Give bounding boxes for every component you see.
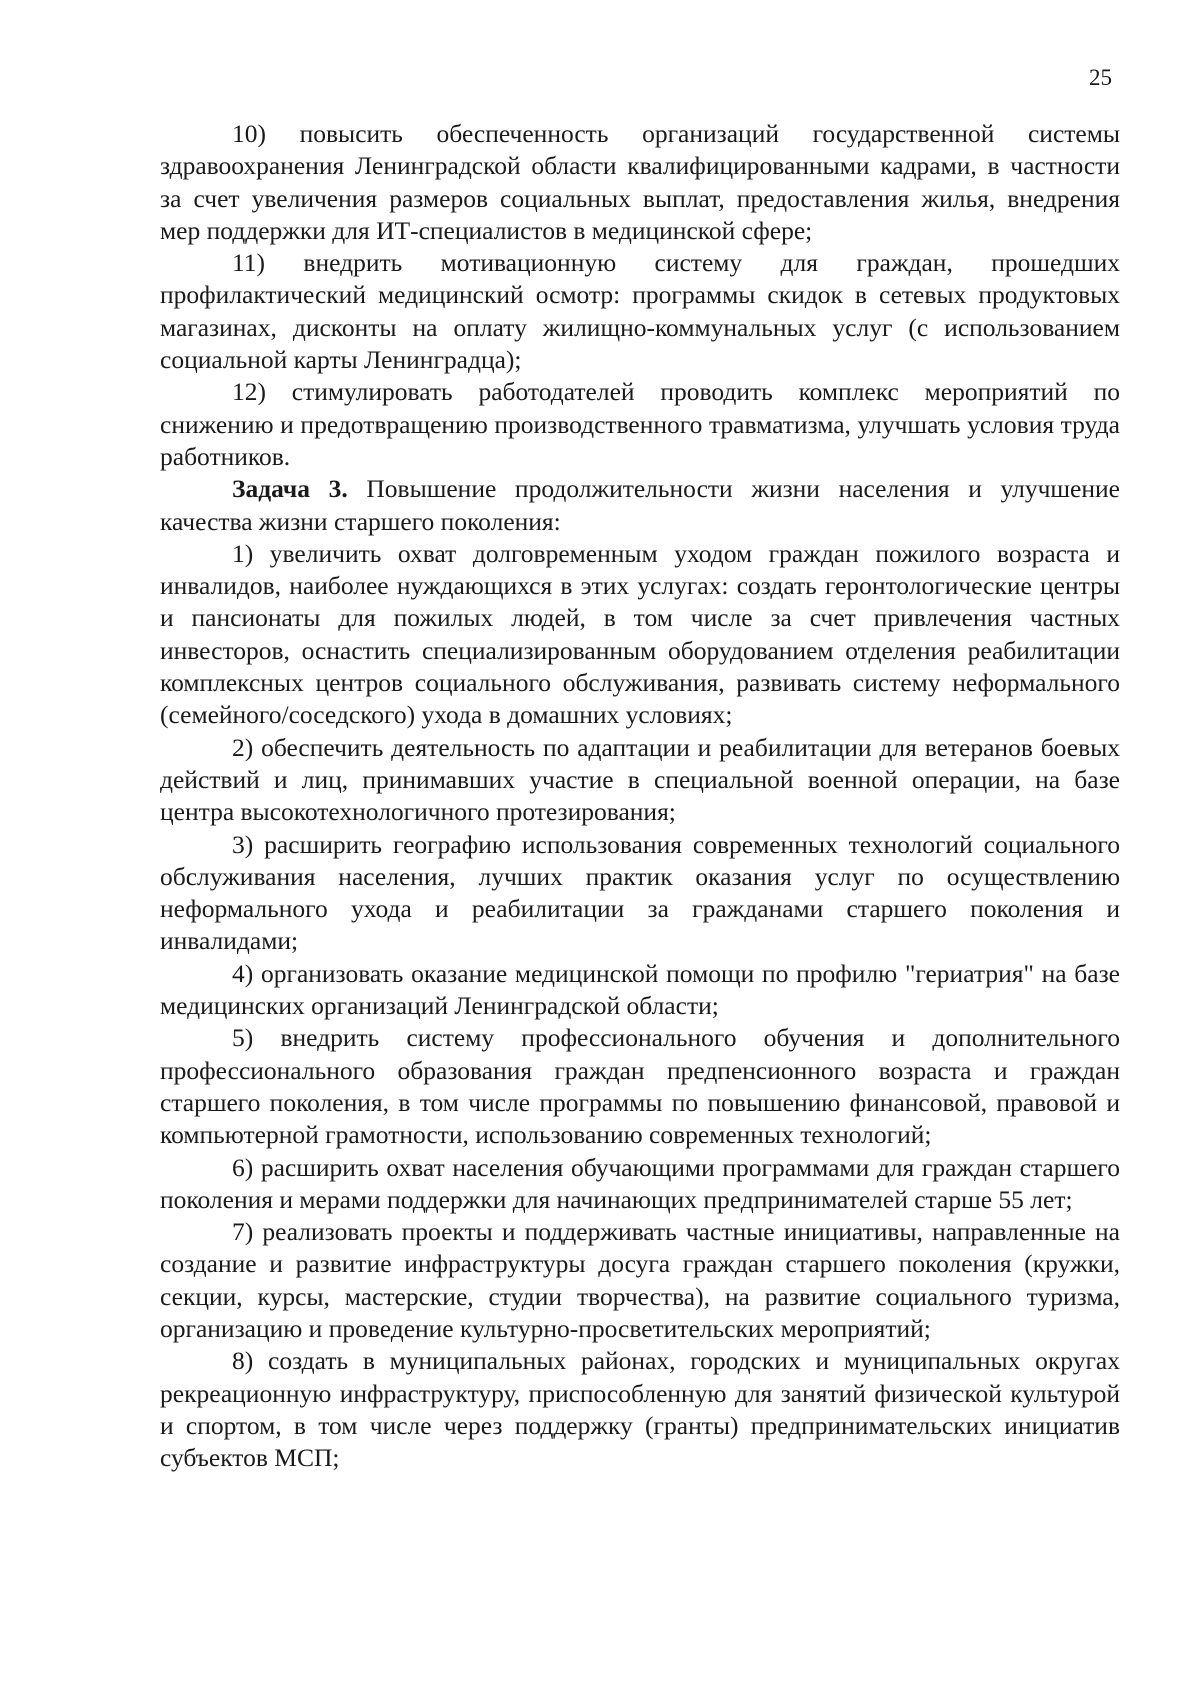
- task-item-3: 3) расширить географию использования современных технологий социального обслуживания населения, лучших практик оказания услуг по осуществлению неформального ухода и реабилитации за гражданами старшего поколения и инвалидами;: [160, 829, 1120, 956]
- task-item-1: 1) увеличить охват долговременным уходом граждан пожилого возраста и инвалидов, наиболее нуждающихся в этих услугах: создать геронтологические центры и пансионаты для пожилых людей, в том числе за счет привлечения частных инвесторов, оснастить специализированным оборудованием отделения реабилитации комплексных центров социального обслуживания, развивать систему неформального (семейного/соседского) ухода в домашних условиях;: [160, 538, 1120, 730]
- task-item-8: 8) создать в муниципальных районах, городских и муниципальных округах рекреационную инфраструктуру, приспособленную для занятий физической культурой и спортом, в том числе через поддержку (гранты) предпринимательских инициатив субъектов МСП;: [160, 1346, 1120, 1473]
- document-body: [160, 118, 1120, 1474]
- list-item-12: 12) стимулировать работодателей проводить комплекс мероприятий по снижению и предотвращению производственного травматизма, улучшать условия труда работников.: [160, 377, 1120, 471]
- task-heading: [160, 473, 1120, 538]
- task-item-4: 4) организовать оказание медицинской помощи по профилю "гериатрия" на базе медицинских организаций Ленинградской области;: [160, 958, 1120, 1021]
- list-item-11: 11) внедрить мотивационную систему для граждан, прошедших профилактический медицинский осмотр: программы скидок в сетевых продуктовых магазинах, дисконты на оплату жилищно-коммунальных услуг (с использованием социальной карты Ленинградца);: [160, 248, 1120, 375]
- task-item-6: 6) расширить охват населения обучающими программами для граждан старшего поколения и мерами поддержки для начинающих предпринимателей старше 55 лет;: [160, 1152, 1120, 1214]
- task-text: Повышение продолжительности жизни населения и улучшение качества жизни старшего поколения:: [160, 474, 1120, 536]
- page-number: 25: [1089, 65, 1112, 90]
- task-item-5: 5) внедрить систему профессионального обучения и дополнительного профессионального образования граждан предпенсионного возраста и граждан старшего поколения, в том числе программы по повышению финансовой, правовой и компьютерной грамотности, использованию современных технологий;: [160, 1023, 1120, 1150]
- list-item-10: 10) повысить обеспеченность организаций государственной системы здравоохранения Ленинградской области квалифицированными кадрами, в частности за счет увеличения размеров социальных выплат, предоставления жилья, внедрения мер поддержки для ИТ-специалистов в медицинской сфере;: [160, 119, 1120, 245]
- task-label: Задача 3.: [232, 474, 348, 504]
- task-item-2: 2) обеспечить деятельность по адаптации и реабилитации для ветеранов боевых действий и лиц, принимавших участие в специальной военной операции, на базе центра высокотехнологичного протезирования;: [160, 732, 1120, 827]
- task-item-7: 7) реализовать проекты и поддерживать частные инициативы, направленные на создание и развитие инфраструктуры досуга граждан старшего поколения (кружки, секции, курсы, мастерские, студии творчества), на развитие социального туризма, организацию и проведение культурно-просветительских мероприятий;: [160, 1217, 1120, 1343]
